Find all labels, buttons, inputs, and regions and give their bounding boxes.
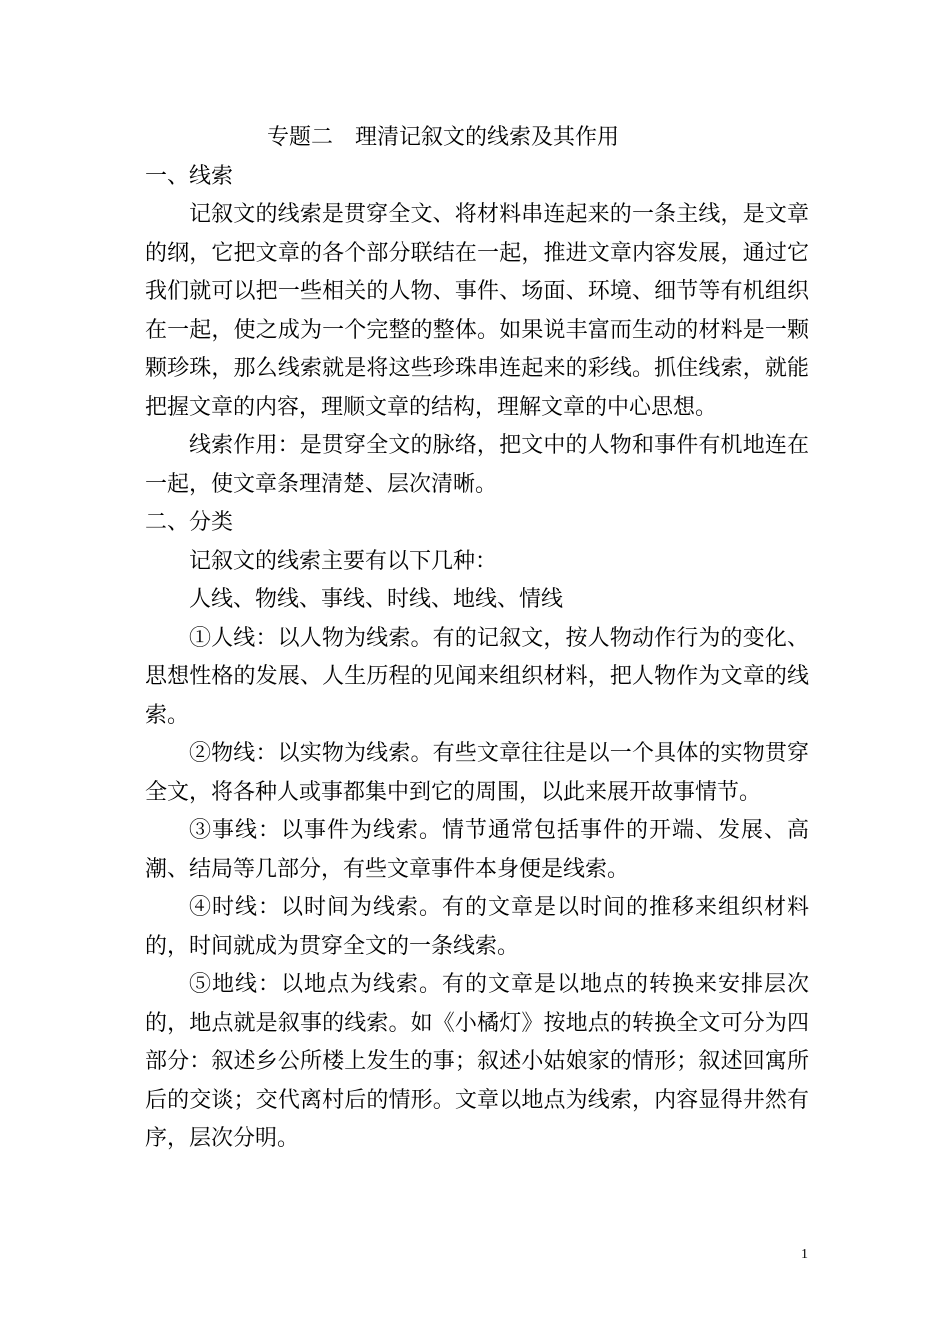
document-body [145, 119, 809, 1159]
paragraph-person-clue: ①人线：以人物为线索。有的记叙文，按人物动作行为的变化、思想性格的发展、人生历程的见闻来组织材料，把人物作为文章的线索。 [145, 625, 809, 728]
paragraph-clue-function: 线索作用：是贯穿全文的脉络，把文中的人物和事件有机地连在一起，使文章条理清楚、层次清晰。 [145, 433, 809, 497]
page-number: 1 [801, 1247, 808, 1262]
paragraph-place-clue: ⑤地线：以地点为线索。有的文章是以地点的转换来安排层次的，地点就是叙事的线索。如《小橘灯》按地点的转换全文可分为四部分：叙述乡公所楼上发生的事；叙述小姑娘家的情形；叙述回寓所后的交谈；交代离村后的情形。文章以地点为线索，内容显得井然有序，层次分明。 [145, 972, 809, 1151]
document-title: 专题二 理清记叙文的线索及其作用 [267, 125, 620, 150]
paragraph-event-clue: ③事线：以事件为线索。情节通常包括事件的开端、发展、高潮、结局等几部分，有些文章事件本身便是线索。 [145, 818, 809, 882]
paragraph-object-clue: ②物线：以实物为线索。有些文章往往是以一个具体的实物贯穿全文，将各种人或事都集中到它的周围，以此来展开故事情节。 [145, 741, 809, 805]
paragraph-types-intro: 记叙文的线索主要有以下几种： [189, 548, 498, 574]
paragraph-time-clue: ④时线：以时间为线索。有的文章是以时间的推移来组织材料的，时间就成为贯穿全文的一条线索。 [145, 895, 809, 959]
section-heading-types: 二、分类 [145, 510, 234, 535]
paragraph-types-list: 人线、物线、事线、时线、地线、情线 [189, 587, 564, 612]
paragraph-clue-definition: 记叙文的线索是贯穿全文、将材料串连起来的一条主线，是文章的纲，它把文章的各个部分联结在一起，推进文章内容发展，通过它我们就可以把一些相关的人物、事件、场面、环境、细节等有机组织在一起，使之成为一个完整的整体。如果说丰富而生动的材料是一颗颗珍珠，那么线索就是将这些珍珠串连起来的彩线。抓住线索，就能把握文章的内容，理顺文章的结构，理解文章的中心思想。 [145, 202, 809, 420]
section-heading-clues: 一、线索 [145, 163, 234, 189]
